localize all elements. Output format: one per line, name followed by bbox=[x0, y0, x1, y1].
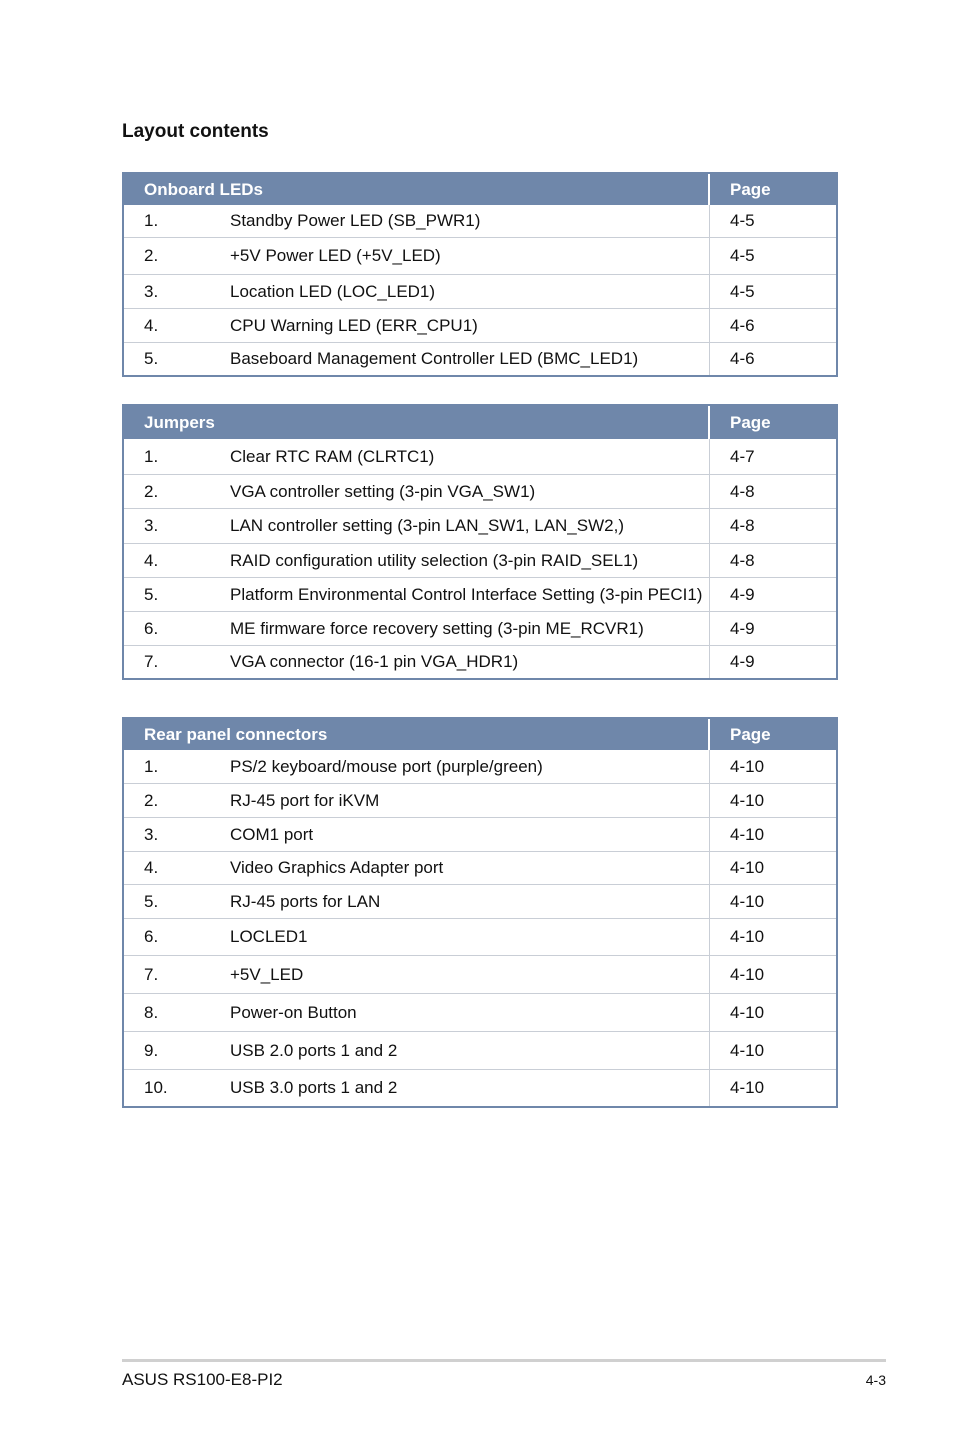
row-page: 4-8 bbox=[730, 550, 755, 570]
row-description: RJ-45 port for iKVM bbox=[230, 784, 710, 817]
table-row bbox=[124, 439, 836, 474]
row-number: 5. bbox=[144, 584, 159, 604]
row-description: Baseboard Management Controller LED (BMC_LED1) bbox=[230, 343, 710, 375]
table-row bbox=[124, 508, 836, 543]
row-number: 7. bbox=[144, 964, 159, 984]
table-header-page: Page bbox=[730, 179, 771, 199]
table-header-page: Page bbox=[730, 724, 771, 744]
table-row bbox=[124, 918, 836, 955]
row-page: 4-10 bbox=[730, 927, 765, 946]
row-number: 2. bbox=[144, 481, 159, 501]
row-number: 4. bbox=[144, 858, 159, 877]
row-number: 3. bbox=[144, 824, 159, 844]
table-row bbox=[124, 237, 836, 274]
row-description: VGA connector (16-1 pin VGA_HDR1) bbox=[230, 646, 710, 678]
table-header-page: Page bbox=[730, 412, 771, 432]
table-row bbox=[124, 1069, 836, 1106]
row-number: 5. bbox=[144, 349, 159, 368]
table-row bbox=[124, 955, 836, 993]
table-row bbox=[124, 783, 836, 817]
row-page: 4-10 bbox=[730, 1040, 765, 1060]
row-number: 3. bbox=[144, 516, 159, 535]
table-row bbox=[124, 342, 836, 375]
row-description: Power-on Button bbox=[230, 994, 710, 1031]
row-number: 3. bbox=[144, 281, 159, 301]
row-number: 4. bbox=[144, 550, 159, 570]
rear-panel-connectors-table bbox=[122, 717, 838, 1108]
row-description: Standby Power LED (SB_PWR1) bbox=[230, 205, 710, 237]
row-number: 4. bbox=[144, 315, 159, 335]
row-description: +5V Power LED (+5V_LED) bbox=[230, 238, 710, 274]
table-row bbox=[124, 543, 836, 577]
row-number: 7. bbox=[144, 652, 159, 671]
table-row bbox=[124, 750, 836, 783]
table-header bbox=[124, 406, 836, 439]
row-number: 1. bbox=[144, 211, 159, 230]
row-page: 4-9 bbox=[730, 618, 755, 638]
table-row bbox=[124, 1031, 836, 1069]
row-page: 4-5 bbox=[730, 211, 755, 230]
row-description: CPU Warning LED (ERR_CPU1) bbox=[230, 309, 710, 342]
table-row bbox=[124, 308, 836, 342]
row-page: 4-5 bbox=[730, 281, 755, 301]
page-title: Layout contents bbox=[122, 121, 269, 142]
row-number: 2. bbox=[144, 790, 159, 810]
row-page: 4-8 bbox=[730, 516, 755, 535]
table-row bbox=[124, 611, 836, 645]
row-description: Clear RTC RAM (CLRTC1) bbox=[230, 439, 710, 474]
row-number: 8. bbox=[144, 1002, 159, 1022]
row-page: 4-10 bbox=[730, 1002, 765, 1022]
onboard-leds-table bbox=[122, 172, 838, 377]
row-description: COM1 port bbox=[230, 818, 710, 851]
table-row bbox=[124, 851, 836, 884]
row-number: 5. bbox=[144, 891, 159, 911]
row-page: 4-6 bbox=[730, 349, 755, 368]
row-page: 4-5 bbox=[730, 246, 755, 265]
table-body bbox=[124, 205, 836, 375]
row-page: 4-10 bbox=[730, 756, 765, 776]
footer-divider bbox=[122, 1359, 886, 1362]
row-description: PS/2 keyboard/mouse port (purple/green) bbox=[230, 750, 710, 783]
row-description: USB 3.0 ports 1 and 2 bbox=[230, 1070, 710, 1106]
table-row bbox=[124, 993, 836, 1031]
row-description: Video Graphics Adapter port bbox=[230, 852, 710, 884]
table-header-title: Rear panel connectors bbox=[124, 719, 710, 750]
row-description: LOCLED1 bbox=[230, 919, 710, 955]
row-number: 2. bbox=[144, 246, 159, 265]
table-header-title: Jumpers bbox=[124, 406, 710, 439]
footer-product-name: ASUS RS100-E8-PI2 bbox=[122, 1370, 283, 1389]
row-description: RJ-45 ports for LAN bbox=[230, 885, 710, 918]
row-description: Platform Environmental Control Interface Setting (3-pin PECI1) bbox=[230, 578, 710, 611]
row-page: 4-7 bbox=[730, 446, 755, 466]
row-number: 6. bbox=[144, 927, 159, 946]
row-description: RAID configuration utility selection (3-pin RAID_SEL1) bbox=[230, 544, 710, 577]
row-page: 4-10 bbox=[730, 1078, 765, 1097]
table-body bbox=[124, 750, 836, 1106]
row-page: 4-8 bbox=[730, 481, 755, 501]
table-row bbox=[124, 817, 836, 851]
jumpers-table bbox=[122, 404, 838, 680]
table-row bbox=[124, 645, 836, 678]
table-row bbox=[124, 474, 836, 508]
row-description: USB 2.0 ports 1 and 2 bbox=[230, 1032, 710, 1069]
table-header bbox=[124, 174, 836, 205]
row-number: 9. bbox=[144, 1040, 159, 1060]
row-description: +5V_LED bbox=[230, 956, 710, 993]
table-header-title: Onboard LEDs bbox=[124, 174, 710, 205]
table-row bbox=[124, 884, 836, 918]
row-number: 1. bbox=[144, 756, 159, 776]
row-page: 4-10 bbox=[730, 824, 765, 844]
row-description: Location LED (LOC_LED1) bbox=[230, 275, 710, 308]
row-page: 4-6 bbox=[730, 315, 755, 335]
row-page: 4-10 bbox=[730, 891, 765, 911]
row-page: 4-10 bbox=[730, 858, 765, 877]
row-page: 4-10 bbox=[730, 790, 765, 810]
table-row bbox=[124, 577, 836, 611]
row-description: VGA controller setting (3-pin VGA_SW1) bbox=[230, 475, 710, 508]
footer-page-number: 4-3 bbox=[865, 1372, 886, 1388]
row-page: 4-10 bbox=[730, 964, 765, 984]
table-body bbox=[124, 439, 836, 678]
table-row bbox=[124, 205, 836, 237]
row-page: 4-9 bbox=[730, 584, 755, 604]
row-number: 6. bbox=[144, 618, 159, 638]
table-header bbox=[124, 719, 836, 750]
row-number: 1. bbox=[144, 446, 159, 466]
row-description: LAN controller setting (3-pin LAN_SW1, LAN_SW2,) bbox=[230, 509, 710, 543]
row-description: ME firmware force recovery setting (3-pin ME_RCVR1) bbox=[230, 612, 710, 645]
row-number: 10. bbox=[144, 1078, 168, 1097]
row-page: 4-9 bbox=[730, 652, 755, 671]
table-row bbox=[124, 274, 836, 308]
